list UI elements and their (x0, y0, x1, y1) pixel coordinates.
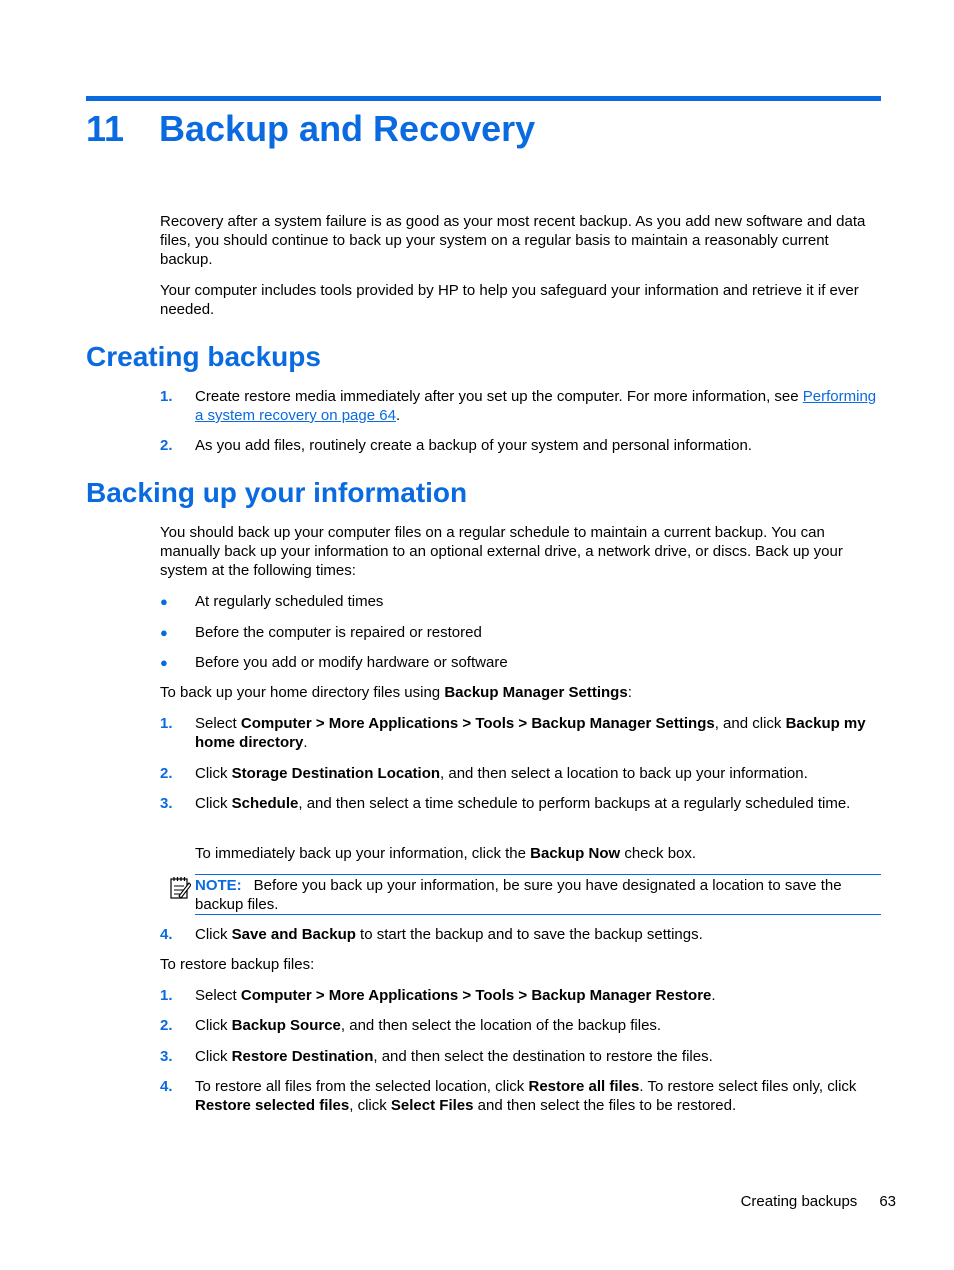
section-heading-creating-backups: Creating backups (86, 341, 321, 372)
list-number: 3. (160, 1048, 173, 1065)
list-number: 3. (160, 795, 173, 812)
bullet-icon: ● (160, 594, 168, 609)
text-run: . (303, 734, 308, 751)
list-number: 1. (160, 987, 173, 1004)
note-label: NOTE: (195, 877, 242, 894)
backing-intro-paragraph: You should back up your computer files on a regular schedule to maintain a current backup. You can manually back up your information to an optional external drive, a network drive, or discs. Back up your system at the following times: (160, 524, 843, 579)
backup-lead-paragraph (160, 683, 885, 702)
bullet-text: Before you add or modify hardware or software (195, 654, 508, 671)
list-item-text (195, 925, 885, 944)
list-number: 1. (160, 715, 173, 732)
text-run: To immediately back up your information, click the (195, 845, 531, 862)
section-heading-backing-up: Backing up your information (86, 477, 468, 508)
ui-term: Computer > More Applications > Tools > Backup Manager Settings (240, 715, 715, 732)
intro-paragraph-2: Your computer includes tools provided by HP to help you safeguard your information and retrieve it if ever needed. (160, 282, 859, 318)
text-run: , and then select the location of the backup files. (340, 1017, 662, 1034)
ui-term: Backup my home directory (195, 715, 866, 751)
ui-term: Computer > More Applications > Tools > Backup Manager Restore (240, 987, 712, 1004)
ui-term: Backup Source (231, 1017, 341, 1034)
bullet-text: Before the computer is repaired or restored (195, 624, 482, 641)
text-run: , click (349, 1097, 391, 1114)
text-run: Select (195, 715, 241, 732)
note-pad-icon (169, 876, 191, 900)
text-run: : (627, 684, 632, 701)
text-run: , and then select a time schedule to perform backups at a regularly scheduled time. (298, 795, 851, 812)
text-run: . (711, 987, 716, 1004)
page-footer (741, 1192, 896, 1211)
list-number: 2. (160, 765, 173, 782)
note-text (195, 876, 881, 914)
text-run: To restore all files from the selected location, click (195, 1078, 529, 1095)
text-run: to start the backup and to save the backup settings. (355, 926, 703, 943)
text-run: , and then select a location to back up your information. (440, 765, 808, 782)
text-run: Click (195, 795, 232, 812)
text-run: Click (195, 1017, 232, 1034)
page-number: 63 (879, 1193, 896, 1210)
chapter-top-rule (86, 96, 881, 101)
ui-term: Restore selected files (195, 1097, 350, 1114)
chapter-number: 11 (86, 108, 125, 149)
chapter-title (86, 106, 535, 152)
text-run: . To restore select files only, click (639, 1078, 857, 1095)
text-run: Click (195, 926, 232, 943)
list-number: 4. (160, 1078, 173, 1095)
ui-term: Restore Destination (231, 1048, 374, 1065)
list-item-text (195, 714, 885, 752)
list-item-text (195, 764, 885, 783)
ui-term: Select Files (390, 1097, 474, 1114)
text-run: , and then select the destination to restore the files. (373, 1048, 713, 1065)
list-item-text (195, 986, 885, 1005)
list-number: 2. (160, 437, 173, 454)
footer-section-title: Creating backups (740, 1193, 858, 1210)
list-item-text (195, 1077, 885, 1115)
list-item-text (195, 1047, 885, 1066)
text-run: check box. (620, 845, 697, 862)
text-run: , and click (714, 715, 786, 732)
text-run: Create restore media immediately after you set up the computer. For more information, see (195, 388, 803, 405)
list-item-text (195, 1016, 885, 1035)
text-run: and then select the files to be restored. (473, 1097, 737, 1114)
ui-term: Schedule (231, 795, 299, 812)
text-run: To back up your home directory files using (160, 684, 445, 701)
text-run: . (395, 407, 401, 424)
ui-term: Backup Manager Settings (444, 684, 628, 701)
list-number: 2. (160, 1017, 173, 1034)
list-item-text: As you add files, routinely create a backup of your system and personal information. (195, 437, 752, 454)
bullet-text: At regularly scheduled times (195, 593, 384, 610)
list-number: 4. (160, 926, 173, 943)
ui-term: Save and Backup (231, 926, 356, 943)
list-item-text (195, 794, 885, 813)
ui-term: Storage Destination Location (231, 765, 441, 782)
bullet-icon: ● (160, 655, 168, 670)
list-item-text (195, 387, 885, 425)
text-run: Select (195, 987, 241, 1004)
note-body: Before you back up your information, be sure you have designated a location to save the backup files. (195, 877, 842, 913)
chapter-title-text: Backup and Recovery (159, 108, 536, 149)
note-box (195, 874, 881, 915)
backup-now-paragraph (195, 844, 885, 863)
ui-term: Restore all files (528, 1078, 640, 1095)
bullet-icon: ● (160, 625, 168, 640)
ui-term: Backup Now (530, 845, 621, 862)
text-run: Click (195, 1048, 232, 1065)
list-number: 1. (160, 388, 173, 405)
cross-reference-link[interactable]: Performing a system recovery on page 64 (195, 388, 877, 424)
intro-paragraph-1: Recovery after a system failure is as good as your most recent backup. As you add new software and data files, you should continue to back up your system on a regular basis to maintain a reasonably current backup. (160, 213, 866, 268)
restore-lead-paragraph: To restore backup files: (160, 956, 315, 973)
text-run: Click (195, 765, 232, 782)
